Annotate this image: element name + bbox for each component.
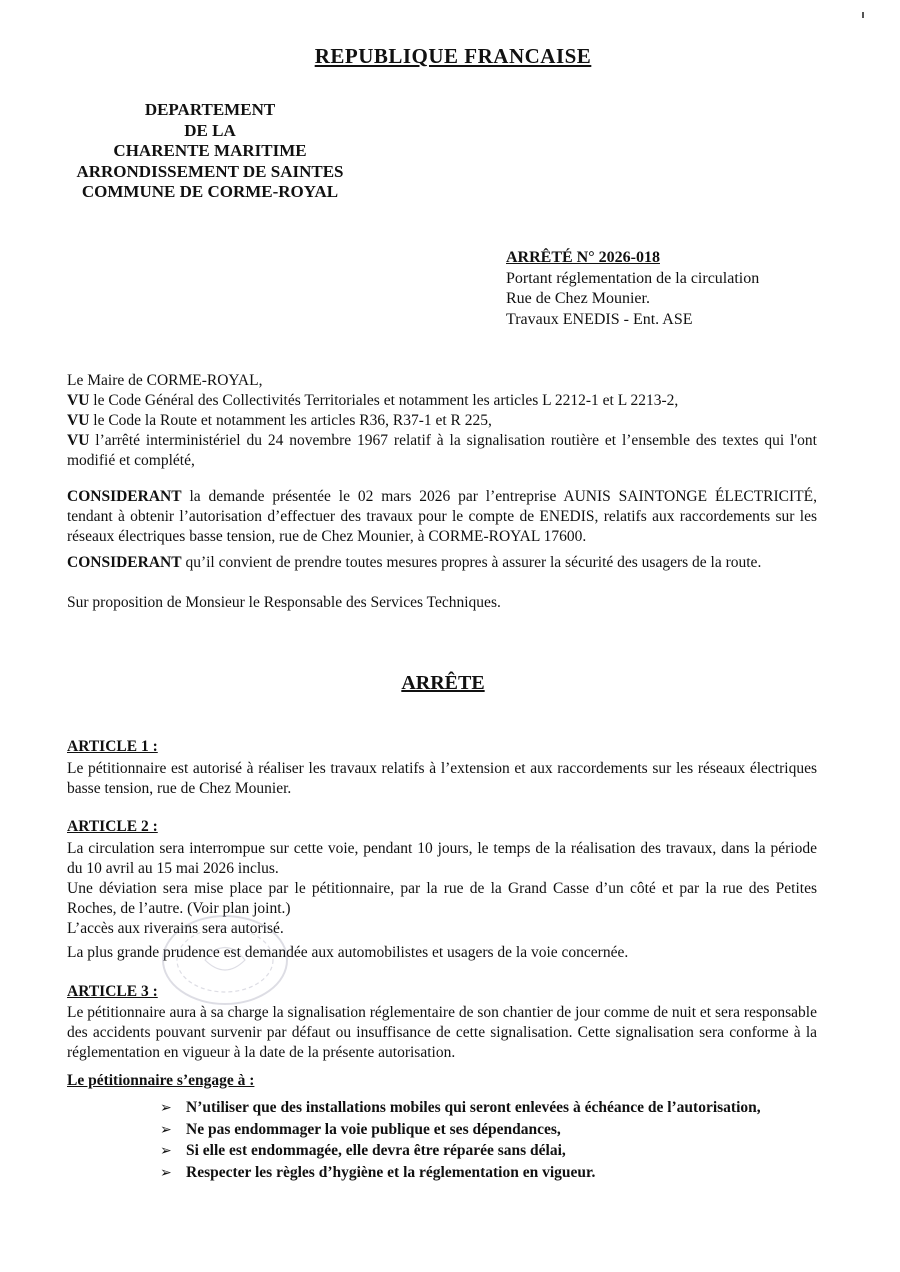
considerant-2 [67, 553, 817, 573]
arrete-number-block [506, 248, 759, 330]
vu-item [67, 431, 817, 471]
arrete-subject-line: Travaux ENEDIS - Ent. ASE [506, 310, 693, 328]
list-item [160, 1120, 761, 1142]
arrow-bullet-icon: ➢ [160, 1144, 172, 1159]
article-1-text: Le pétitionnaire est autorisé à réaliser les travaux relatifs à l’extension et aux raccordements sur les réseaux électriques basse tension, rue de Chez Mounier. [67, 760, 817, 797]
vu-label: VU [67, 412, 90, 429]
vu-text: l’arrêté interministériel du 24 novembre 1967 relatif à la signalisation routière et l’ensemble des textes qui l'ont modifié et complété, [67, 432, 817, 469]
department-line: DEPARTEMENT [144, 100, 276, 119]
vu-label: VU [67, 392, 90, 409]
article-3-title: ARTICLE 3 : [67, 983, 158, 1000]
department-line: CHARENTE MARITIME [113, 141, 307, 160]
department-line: DE LA [184, 120, 236, 140]
considerant-1 [67, 487, 817, 547]
department-line: COMMUNE DE CORME-ROYAL [81, 182, 339, 201]
article-2-text: Une déviation sera mise place par le pétitionnaire, par la rue de la Grand Casse d’un côté et par la rue des Petites Roches, de l’autre. (Voir plan joint.) [67, 880, 817, 917]
engagement-title: Le pétitionnaire s’engage à : [67, 1072, 255, 1089]
considerant-label: CONSIDERANT [67, 488, 182, 505]
department-line: ARRONDISSEMENT DE SAINTES [76, 161, 344, 181]
article-1-title: ARTICLE 1 : [67, 738, 158, 755]
list-item [160, 1141, 761, 1163]
article-2-text: La plus grande prudence est demandée aux automobilistes et usagers de la voie concernée. [67, 944, 629, 961]
republic-title: REPUBLIQUE FRANCAISE [314, 44, 592, 68]
proposition-line: Sur proposition de Monsieur le Responsable des Services Techniques. [67, 594, 501, 611]
article-2-title: ARTICLE 2 : [67, 818, 158, 835]
mayor-line: Le Maire de CORME-ROYAL, [67, 372, 263, 389]
arrete-subject-line: Portant réglementation de la circulation [506, 269, 760, 287]
article-2-text: La circulation sera interrompue sur cette voie, pendant 10 jours, le temps de la réalisation des travaux, dans la période du 10 avril au 15 mai 2026 inclus. [67, 840, 817, 877]
vu-item [67, 411, 817, 431]
vu-text: le Code Général des Collectivités Territoriales et notamment les articles L 2212-1 et L 2213-2, [89, 392, 679, 409]
list-item [160, 1098, 761, 1120]
list-item [160, 1163, 761, 1185]
considerant-label: CONSIDERANT [67, 554, 182, 571]
faded-seal-stamp [150, 905, 300, 1015]
considerant-text: qu’il convient de prendre toutes mesures propres à assurer la sécurité des usagers de la route. [181, 554, 762, 571]
engagement-list [160, 1098, 761, 1184]
arrow-bullet-icon: ➢ [160, 1101, 172, 1116]
considerant-text: la demande présentée le 02 mars 2026 par l’entreprise AUNIS SAINTONGE ÉLECTRICITÉ, tendant à obtenir l’autorisation d’effectuer des travaux pour le compte de ENEDIS, relatifs aux raccordements sur les réseaux électriques basse tension, rue de Chez Mounier, à CORME-ROYAL 17600. [67, 488, 817, 545]
arrete-title: ARRÊTE [401, 672, 485, 694]
engagement-text: Ne pas endommager la voie publique et ses dépendances, [186, 1120, 561, 1138]
arrete-number: ARRÊTÉ N° 2026-018 [506, 249, 660, 266]
scan-mark [862, 12, 864, 18]
preamble-vu [67, 371, 817, 471]
vu-text: le Code la Route et notamment les articles R36, R37-1 et R 225, [89, 412, 492, 429]
vu-label: VU [67, 432, 90, 449]
engagement-text: Si elle est endommagée, elle devra être réparée sans délai, [186, 1142, 566, 1159]
arrow-bullet-icon: ➢ [160, 1122, 172, 1138]
department-block [60, 100, 360, 203]
vu-item [67, 391, 817, 411]
arrete-subject-line: Rue de Chez Mounier. [506, 290, 650, 307]
engagement-text: N’utiliser que des installations mobiles qui seront enlevées à échéance de l’autorisation, [186, 1099, 761, 1116]
arrow-bullet-icon: ➢ [160, 1165, 172, 1181]
article-3-text: Le pétitionnaire aura à sa charge la signalisation réglementaire de son chantier de jour comme de nuit et sera responsable des accidents pouvant survenir par défaut ou insuffisance de cette signalisation. Cette signalisation sera conforme à la réglementation en vigueur à la date de la présente autorisation. [67, 1004, 817, 1061]
engagement-text: Respecter les règles d’hygiène et la réglementation en vigueur. [186, 1163, 596, 1181]
article-2-text: L’accès aux riverains sera autorisé. [67, 920, 284, 937]
